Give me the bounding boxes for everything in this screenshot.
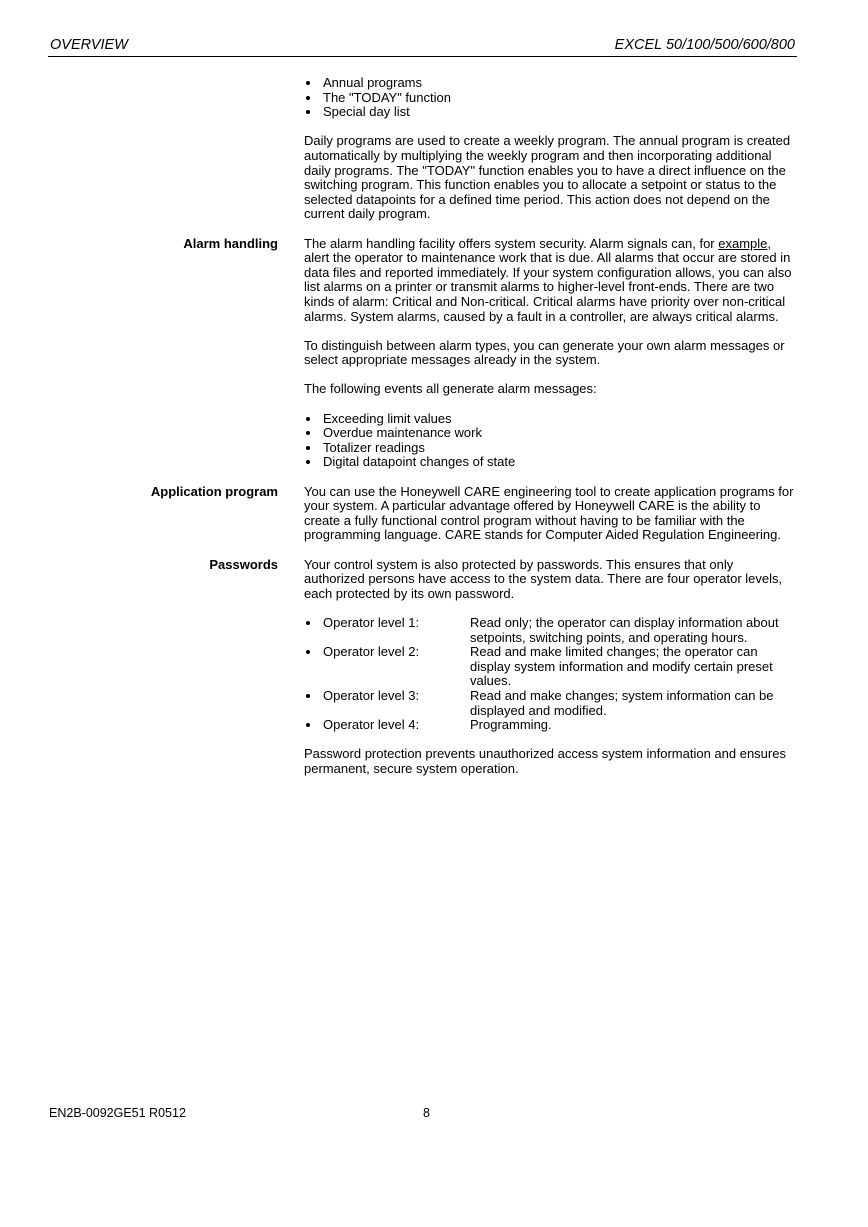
- list-item: Overdue maintenance work: [304, 426, 796, 441]
- operator-level-name: Operator level 2:: [323, 644, 420, 660]
- operator-level-desc: Read only; the operator can display information about setpoints, switching points, and operating hours.: [470, 614, 779, 645]
- alarm-handling-heading: Alarm handling: [183, 235, 278, 251]
- passwords-paragraph-2: Password protection prevents unauthorized access system information and ensures permanent, secure system operation.: [304, 746, 786, 776]
- passwords-section: [0, 558, 868, 777]
- operator-level-name: Operator level 1:: [323, 614, 420, 630]
- list-item: Totalizer readings: [304, 441, 796, 456]
- alarm-paragraph-2: To distinguish between alarm types, you can generate your own alarm messages or select appropriate messages already in the system.: [304, 337, 785, 368]
- page-header: [48, 36, 797, 57]
- list-item: Exceeding limit values: [304, 412, 796, 427]
- operator-level-name: Operator level 3:: [323, 687, 420, 703]
- intro-section: [0, 76, 868, 222]
- operator-level-desc: Read and make limited changes; the operator can display system information and modify certain preset values.: [470, 644, 773, 689]
- alarm-text-start: The alarm handling facility offers system security. Alarm signals can, for: [304, 235, 719, 251]
- operator-levels-list: [304, 616, 796, 733]
- example-link[interactable]: example: [718, 235, 768, 251]
- operator-level-desc: Programming.: [470, 717, 552, 733]
- list-item: [304, 645, 796, 689]
- alarm-handling-section: [0, 237, 868, 471]
- daily-programs-paragraph: Daily programs are used to create a weekly program. The annual program is created automatically by multiplying the weekly program and then incorporating additional daily programs. The "TODAY" function enables you to have a direct influence on the switching program. This function enables you to allocate a setpoint or status to the selected datapoints for a defined time period. This action does not depend on the current daily program.: [304, 133, 791, 222]
- page-content: [0, 76, 868, 791]
- header-product-title: EXCEL 50/100/500/600/800: [614, 37, 795, 53]
- list-item: The "TODAY" function: [304, 91, 796, 106]
- footer-page-number: 8: [423, 1106, 430, 1120]
- list-item: Special day list: [304, 105, 796, 120]
- list-item: [304, 718, 796, 733]
- alarm-paragraph-1: [304, 237, 796, 325]
- alarm-text-end: , alert the operator to maintenance work that is due. All alarms that occur are stored in data files and reported immediately. If your system configuration allows, you can also list alarms on a printer or transmit alarms to higher-level front-ends. There are two kinds of alarm: Critical and Non-critical. Critical alarms have priority over non-critical alarms. System alarms, caused by a fault in a controller, are always critical alarms.: [304, 235, 792, 324]
- header-section-title: OVERVIEW: [50, 37, 128, 53]
- alarm-paragraph-3: The following events all generate alarm messages:: [304, 381, 597, 397]
- footer-document-id: EN2B-0092GE51 R0512: [49, 1106, 186, 1120]
- application-program-section: [0, 485, 868, 543]
- list-item: [304, 616, 796, 645]
- operator-level-desc: Read and make changes; system information can be displayed and modified.: [470, 687, 774, 718]
- program-types-list: [304, 76, 796, 120]
- operator-level-name: Operator level 4:: [323, 717, 420, 733]
- application-paragraph: You can use the Honeywell CARE engineering tool to create application programs for your system. A particular advantage offered by Honeywell CARE is the ability to create a fully functional control program without having to be familiar with the programming language. CARE stands for Computer Aided Regulation Engineering.: [304, 483, 794, 543]
- list-item: Annual programs: [304, 76, 796, 91]
- passwords-heading: Passwords: [209, 556, 278, 572]
- application-program-heading: Application program: [150, 483, 278, 499]
- passwords-paragraph-1: Your control system is also protected by passwords. This ensures that only authorized persons have access to the system data. There are four operator levels, each protected by its own password.: [304, 556, 783, 601]
- list-item: [304, 689, 796, 718]
- alarm-events-list: [304, 412, 796, 470]
- list-item: Digital datapoint changes of state: [304, 455, 796, 470]
